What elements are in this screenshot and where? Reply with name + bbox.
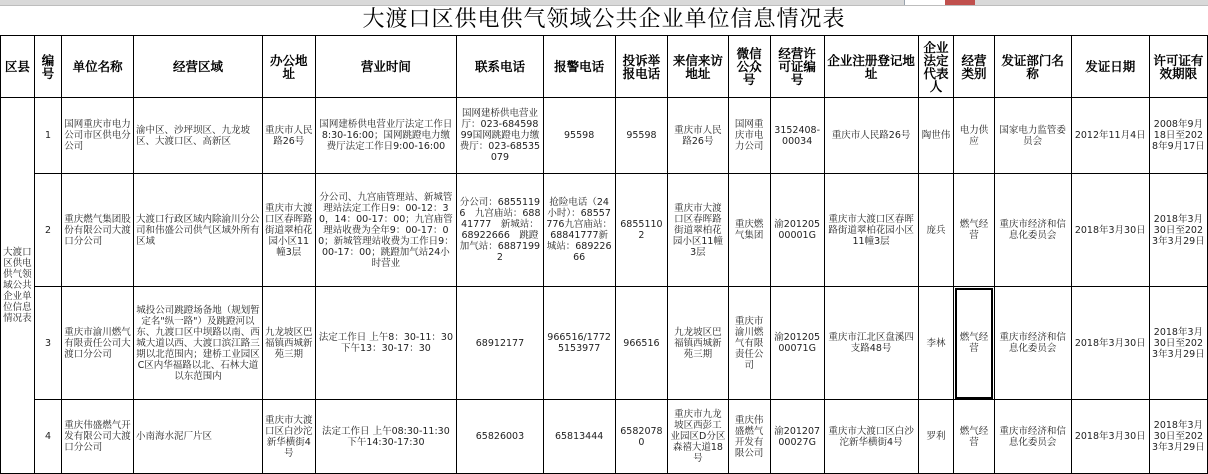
cell-no[interactable]: 4 [34,400,61,474]
header-cell[interactable]: 经营类别 [954,36,994,98]
cell-alarm[interactable]: 95598 [543,98,615,174]
cell-issue-date[interactable]: 2012年11月4日 [1071,98,1149,174]
cell-issuer[interactable]: 重庆市经济和信息化委员会 [994,400,1071,474]
cell-area[interactable]: 渝中区、沙坪坝区、九龙坡区、大渡口区、高新区 [134,98,263,174]
header-cell[interactable]: 发证日期 [1071,36,1149,98]
cell-area[interactable]: 大渡口行政区域内除渝川分公司和伟盛公司供气区域外所有区域 [134,174,263,287]
cell-office[interactable]: 重庆市大渡口区春晖路街道翠柏花园小区11幢3层 [262,174,315,287]
cell-alarm[interactable]: 966516/17725153977 [543,287,615,400]
header-cell[interactable]: 营业时间 [315,36,457,98]
cell-visit[interactable]: 重庆市九龙坡区西彭工业园区D分区森禧大道18号 [668,400,728,474]
table-row [1,174,1208,287]
cell-reg-addr[interactable]: 重庆市大渡口区春晖路街道翠柏花园小区11幢3层 [824,174,918,287]
cell-legal[interactable]: 庞兵 [918,174,954,287]
cell-no[interactable]: 3 [34,287,61,400]
cell-wechat[interactable]: 重庆市渝川燃气有限责任公司 [728,287,770,400]
sheet-title: 大渡口区供电供气领域公共企业单位信息情况表 [362,7,846,32]
cell-hours[interactable]: 法定工作日 上午08:30-11:30 下午14:30-17:30 [315,400,457,474]
cell-reg-addr[interactable]: 重庆市人民路26号 [824,98,918,174]
header-cell[interactable]: 联系电话 [457,36,544,98]
cell-alarm[interactable]: 65813444 [543,400,615,474]
cell-phone[interactable]: 国网建桥供电营业厅：023-68459899国网跳蹬电力缴费厅：023-68535079 [457,98,544,174]
cell-phone[interactable]: 65826003 [457,400,544,474]
cell-name[interactable]: 重庆市渝川燃气有限责任公司大渡口分公司 [62,287,134,400]
header-cell[interactable]: 来信来访地址 [668,36,728,98]
cell-office[interactable]: 重庆市大渡口区白沙沱新华横街4号 [262,400,315,474]
cell-phone[interactable]: 68912177 [457,287,544,400]
header-cell[interactable]: 单位名称 [62,36,134,98]
header-cell[interactable]: 报警电话 [543,36,615,98]
header-cell[interactable]: 企业法定代表人 [918,36,954,98]
cell-complaint[interactable]: 966516 [615,287,668,400]
cell-wechat[interactable]: 重庆燃气集团 [728,174,770,287]
cell-name[interactable]: 国网重庆市电力公司市区供电分公司 [62,98,134,174]
cell-visit[interactable]: 重庆市大渡口区春晖路街道翠柏花园小区11幢3层 [668,174,728,287]
header-cell[interactable]: 发证部门名称 [994,36,1071,98]
cell-name[interactable]: 重庆燃气集团股份有限公司大渡口分公司 [62,174,134,287]
cell-wechat[interactable]: 重庆伟盛燃气开发有限公司 [728,400,770,474]
cell-category[interactable]: 燃气经营 [954,400,994,474]
header-cell[interactable]: 经营许可证编号 [770,36,824,98]
cell-wechat[interactable]: 国网重庆市电力公司 [728,98,770,174]
cell-visit[interactable]: 重庆市人民路26号 [668,98,728,174]
cell-license[interactable]: 渝20120500001G [770,174,824,287]
cell-no[interactable]: 2 [34,174,61,287]
cell-no[interactable]: 1 [34,98,61,174]
cell-complaint[interactable]: 65820780 [615,400,668,474]
cell-issuer[interactable]: 国家电力监管委员会 [994,98,1071,174]
header-cell[interactable]: 办公地址 [262,36,315,98]
table-row [1,287,1208,400]
cell-license[interactable]: 3152408-00034 [770,98,824,174]
cell-category[interactable]: 燃气经营 [954,174,994,287]
cell-reg-addr[interactable]: 重庆市江北区盘溪四支路48号 [824,287,918,400]
header-cell[interactable]: 经营区域 [134,36,263,98]
cell-office[interactable]: 九龙坡区巴福镇西城新苑三期 [262,287,315,400]
cell-legal[interactable]: 罗利 [918,400,954,474]
cell-visit[interactable]: 九龙坡区巴福镇西城新苑三期 [668,287,728,400]
header-cell[interactable]: 微信公众号 [728,36,770,98]
cell-category-selected[interactable]: 燃气经营 [954,287,994,400]
table-row [1,400,1208,474]
cell-issue-date[interactable]: 2018年3月30日 [1071,287,1149,400]
cell-issue-date[interactable]: 2018年3月30日 [1071,174,1149,287]
cell-issuer[interactable]: 重庆市经济和信息化委员会 [994,174,1071,287]
district-cell[interactable]: 大渡口区供电供气领域公共企业单位信息情况表 [1,98,35,474]
cell-hours[interactable]: 国网建桥供电营业厅法定工作日8:30-16:00；国网跳蹬电力缴费厅法定工作日9:00-16:00 [315,98,457,174]
cell-legal[interactable]: 李林 [918,287,954,400]
data-table [0,35,1208,474]
cell-validity[interactable]: 2018年3月30日至2023年3月29日 [1149,400,1207,474]
cell-license[interactable]: 渝20120500071G [770,287,824,400]
table-row [1,98,1208,174]
cell-category[interactable]: 电力供应 [954,98,994,174]
header-cell[interactable]: 许可证有效期限 [1149,36,1207,98]
header-cell[interactable]: 投诉举报电话 [615,36,668,98]
cell-complaint[interactable]: 95598 [615,98,668,174]
cell-validity[interactable]: 2018年3月30日至2023年3月29日 [1149,287,1207,400]
cell-reg-addr[interactable]: 重庆市大渡口区白沙沱新华横街4号 [824,400,918,474]
header-cell[interactable]: 编号 [34,36,61,98]
cell-legal[interactable]: 陶世伟 [918,98,954,174]
cell-validity[interactable]: 2018年3月30日至2023年3月29日 [1149,174,1207,287]
table-header-row [1,36,1208,98]
cell-license[interactable]: 渝20120700027G [770,400,824,474]
header-cell[interactable]: 企业注册登记地址 [824,36,918,98]
cell-name[interactable]: 重庆伟盛燃气开发有限公司大渡口分公司 [62,400,134,474]
cell-alarm[interactable]: 抢险电话（24小时）：68557776九宫庙站：68841777新城站：68922666 [543,174,615,287]
cell-complaint[interactable]: 68551102 [615,174,668,287]
cell-validity[interactable]: 2008年9月18日至2028年9月17日 [1149,98,1207,174]
cell-issuer[interactable]: 重庆市经济和信息化委员会 [994,287,1071,400]
cell-office[interactable]: 重庆市人民路26号 [262,98,315,174]
cell-issue-date[interactable]: 2018年3月30日 [1071,400,1149,474]
cell-area[interactable]: 城投公司跳蹬场备地（规划暂定名"纵一路"）及跳蹬河以东、九渡口区中坝路以南、西城大道以西、大渡口滨江路三期以北范围内；建桥工业园区C区内华福路以北、石林大道以东范围内 [134,287,263,400]
cell-area[interactable]: 小南海水泥厂片区 [134,400,263,474]
cell-phone[interactable]: 分公司：68551196 九宫庙站：68841777 新城站：68922666 跳蹬加气站：68871992 [457,174,544,287]
cell-hours[interactable]: 法定工作日 上午8：30-11：30 下午13：30-17：30 [315,287,457,400]
header-cell[interactable]: 区县 [1,36,35,98]
cell-hours[interactable]: 分公司、九宫庙管理站、新城管理站法定工作日9：00-12：30，14：00-17：00；九宫庙管理站收费为全年9：00-17：00；新城管理站收费为工作日9：00-17：00；跳蹬加气站24小时营业 [315,174,457,287]
